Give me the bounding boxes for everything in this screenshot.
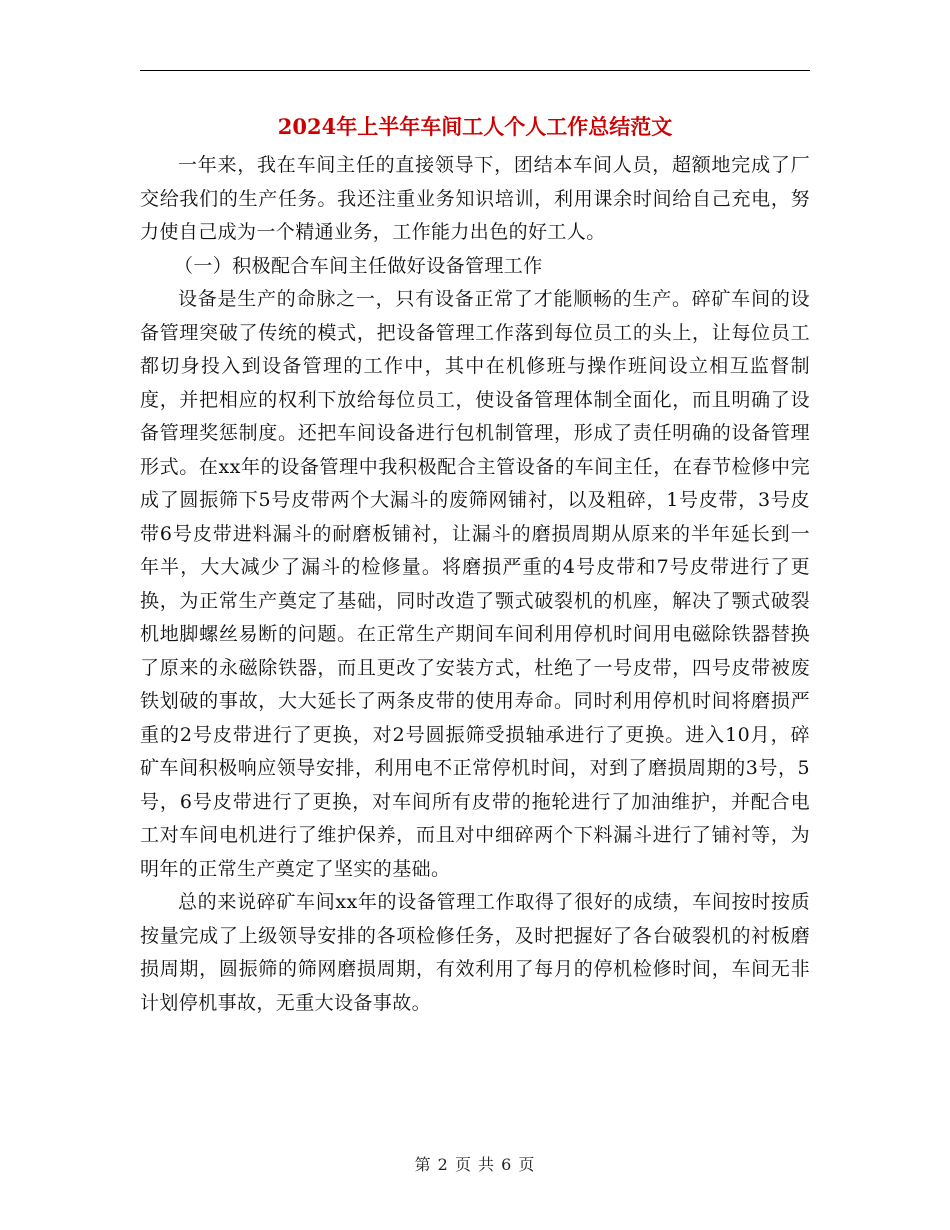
equipment-paragraph: 设备是生产的命脉之一，只有设备正常了才能顺畅的生产。碎矿车间的设备管理突破了传统的模式，把设备管理工作落到每位员工的头上，让每位员工都切身投入到设备管理的工作中，其中在机修班与操作班间设立相互监督制度，并把相应的权利下放给每位员工，使设备管理体制全面化，而且明确了设备管理奖惩制度。还把车间设备进行包机制管理，形成了责任明确的设备管理形式。在xx年的设备管理中我积极配合主管设备的车间主任，在春节检修中完成了圆振筛下5号皮带两个大漏斗的废筛网铺衬，以及粗碎，1号皮带，3号皮带6号皮带进料漏斗的耐磨板铺衬，让漏斗的磨损周期从原来的半年延长到一年半，大大减少了漏斗的检修量。将磨损严重的4号皮带和7号皮带进行了更换，为正常生产奠定了基础，同时改造了颚式破裂机的机座，解决了颚式破裂机地脚螺丝易断的问题。在正常生产期间车间利用停机时间用电磁除铁器替换了原来的永磁除铁器，而且更改了安装方式，杜绝了一号皮带，四号皮带被废铁划破的事故，大大延长了两条皮带的使用寿命。同时利用停机时间将磨损严重的2号皮带进行了更换，对2号圆振筛受损轴承进行了更换。进入10月，碎矿车间积极响应领导安排，利用电不正常停机时间，对到了磨损周期的3号，5号，6号皮带进行了更换，对车间所有皮带的拖轮进行了加油维护，并配合电工对车间电机进行了维护保养，而且对中细碎两个下料漏斗进行了铺衬等，为明年的正常生产奠定了坚实的基础。 (140, 288, 810, 880)
document-body (140, 149, 810, 1020)
header-rule (140, 70, 810, 71)
document-title: 2024年上半年车间工人个人工作总结范文 (277, 114, 673, 139)
summary-paragraph: 总的来说碎矿车间xx年的设备管理工作取得了很好的成绩，车间按时按质按量完成了上级领导安排的各项检修任务，及时把握好了各台破裂机的衬板磨损周期，圆振筛的筛网磨损周期，有效利用了每月的停机检修时间，车间无非计划停机事故，无重大设备事故。 (140, 891, 810, 1014)
section-heading: （一）积极配合车间主任做好设备管理工作 (174, 254, 543, 277)
intro-paragraph: 一年来，我在车间主任的直接领导下，团结本车间人员，超额地完成了厂交给我们的生产任务。我还注重业务知识培训，利用课余时间给自己充电，努力使自己成为一个精通业务，工作能力出色的好工人。 (140, 154, 810, 243)
page-number: 第 2 页 共 6 页 (414, 1155, 536, 1174)
